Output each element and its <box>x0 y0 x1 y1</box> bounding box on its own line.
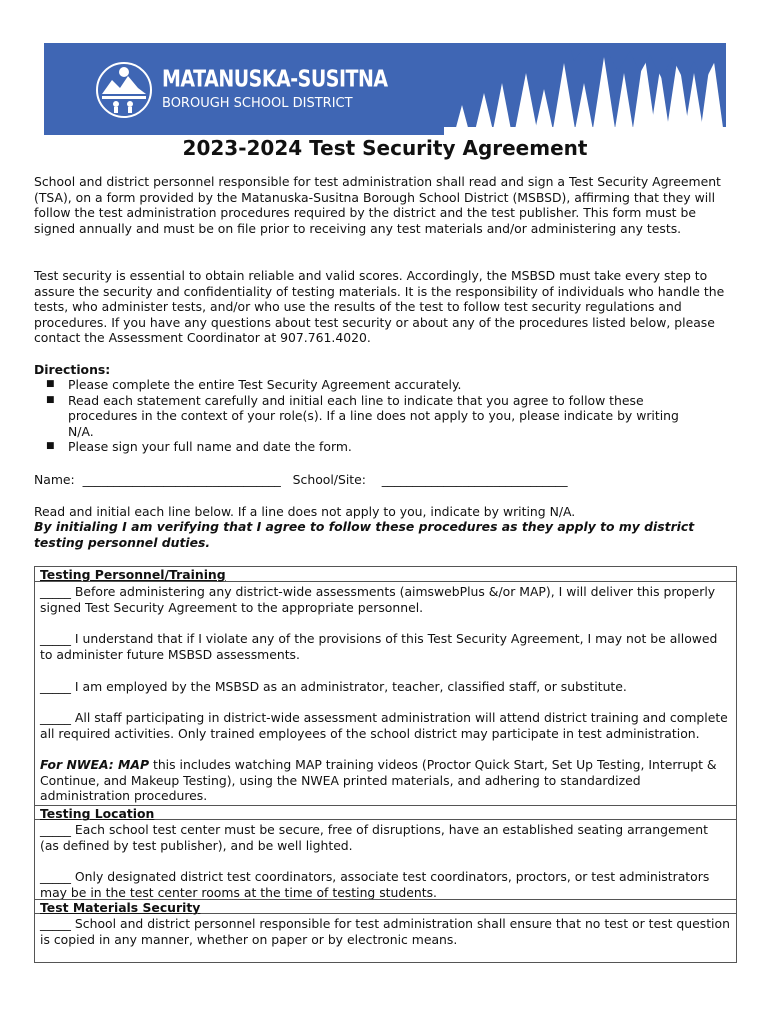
section-heading-testing-location: Testing Location <box>35 805 736 820</box>
district-name-line1: MATANUSKA-SUSITNA <box>162 66 388 93</box>
agreement-item-nwea <box>40 757 730 804</box>
bullet-icon: ■ <box>46 379 55 389</box>
read-instruction: Read and initial each line below. If a line does not apply to you, indicate by writing N/A. <box>34 504 576 519</box>
agreement-item[interactable]: _____ I understand that if I violate any of the provisions of this Test Security Agreement, I may not be allowed to administer future MSBSD assessments. <box>40 631 718 662</box>
directions-item: ■ Read each statement carefully and initial each line to indicate that you agree to follow these procedures in the context of your role(s). If a line does not apply to you, please indicate by writing N/A. <box>46 392 679 439</box>
agreement-item[interactable]: _____ I am employed by the MSBSD as an administrator, teacher, classified staff, or substitute. <box>40 679 627 694</box>
section-heading-test-materials: Test Materials Security <box>35 899 736 914</box>
district-name-line2: BOROUGH SCHOOL DISTRICT <box>162 96 353 111</box>
agreement-item[interactable]: _____ Each school test center must be secure, free of disruptions, have an established seating arrangement (as defined by test publisher), and be well lighted. <box>40 822 708 853</box>
agreement-item[interactable]: _____ All staff participating in district-wide assessment administration will attend district training and complete all required activities. Only trained employees of the school district may participate in test administration. <box>40 710 728 741</box>
initialing-statement: By initialing I am verifying that I agree to follow these procedures as they apply to my district testing personnel duties. <box>34 519 695 550</box>
district-logo-icon <box>96 62 152 118</box>
directions-item: ■ Please complete the entire Test Security Agreement accurately. <box>46 377 462 392</box>
bullet-icon: ■ <box>46 441 55 452</box>
intro-paragraph-1: School and district personnel responsible for test administration shall read and sign a Test Security Agreement (TSA), on a form provided by the Matanuska-Susitna Borough School District (MSBSD), affirming that they will follow the test administration procedures required by the district and the test publisher. This form must be signed annually and must be on file prior to receiving any test materials and/or administering any tests. <box>34 174 721 236</box>
directions-item: ■ Please sign your full name and date the form. <box>46 439 352 455</box>
agreement-table <box>34 566 737 963</box>
directions-title: Directions: <box>34 362 111 377</box>
nwea-text: this includes watching MAP training videos (Proctor Quick Start, Set Up Testing, Interrupt & Continue, and Makeup Testing), using the NWEA printed materials, and adhering to standardized administration procedures. <box>40 757 717 804</box>
page-title: 2023-2024 Test Security Agreement <box>182 136 588 160</box>
intro-paragraph-2: Test security is essential to obtain reliable and valid scores. Accordingly, the MSBSD must take every step to assure the security and confidentiality of testing materials. It is the responsibility of individuals who handle the tests, who administer tests, and/or who use the results of the test to follow test security regulations and procedures. If you have any questions about test security or about any of the procedures listed below, please contact the Assessment Coordinator at 907.761.4020. <box>34 268 725 346</box>
bullet-icon: ■ <box>46 394 55 405</box>
agreement-item[interactable]: _____ Only designated district test coordinators, associate test coordinators, proctors, or test administrators may be in the test center rooms at the time of testing students. <box>40 869 710 900</box>
section-heading-testing-personnel: Testing Personnel/Training <box>35 567 736 582</box>
name-school-fields[interactable]: Name: ________________________________ School/Site: ______________________________ <box>34 472 568 487</box>
agreement-item[interactable]: _____ Before administering any district-wide assessments (aimswebPlus &/or MAP), I will deliver this properly signed Test Security Agreement to the appropriate personnel. <box>40 584 716 615</box>
nwea-label: For NWEA: MAP <box>40 757 150 772</box>
directions-list <box>34 377 694 455</box>
agreement-item[interactable]: _____ School and district personnel responsible for test administration shall ensure that no test or test question is copied in any manner, whether on paper or by electronic means. <box>40 916 730 947</box>
